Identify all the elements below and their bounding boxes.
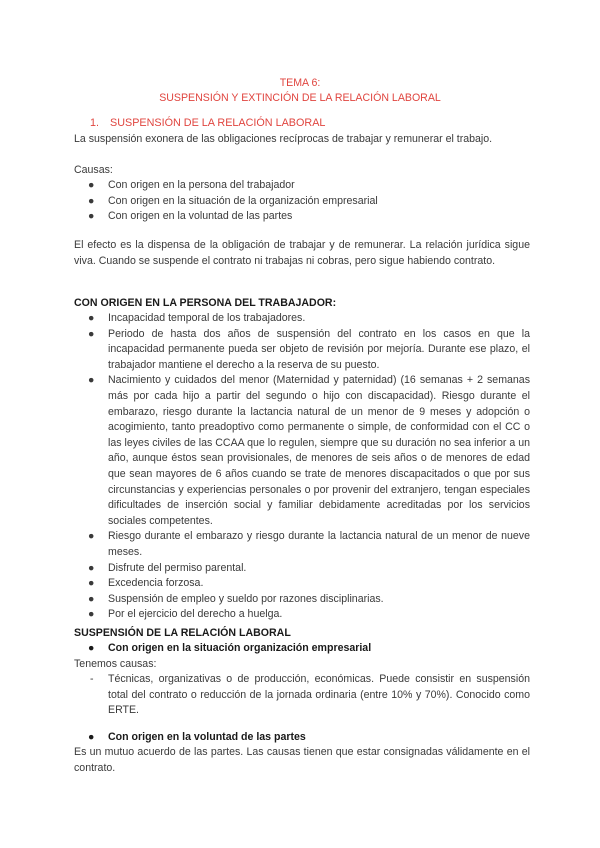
bullet-icon: ● (88, 731, 95, 743)
will-paragraph: Es un mutuo acuerdo de las partes. Las causas tienen que estar consignadas válidamente en el contrato. (74, 746, 530, 774)
bullet-icon: ● (88, 312, 95, 324)
effect-paragraph: El efecto es la dispensa de la obligación de trabajar y de remunerar. La relación jurídica sigue viva. Cuando se suspende el contrato ni trabajas ni cobras, pero sigue habiendo contrato. (74, 239, 530, 267)
bullet-icon: ● (88, 194, 95, 207)
bullet-icon: ● (88, 327, 95, 340)
section1-heading (90, 116, 325, 132)
org-causes-label: Tenemos causas: (74, 658, 157, 670)
bullet-icon: ● (88, 592, 95, 605)
doc-title-line1: TEMA 6: (279, 77, 321, 89)
list-item: ● Con origen en la situación de la organización empresarial (74, 194, 530, 210)
org-causes-list (74, 672, 530, 719)
list-item: ● Disfrute del permiso parental. (74, 561, 530, 577)
bullet-icon: ● (88, 374, 95, 387)
section1-intro: La suspensión exonera de las obligaciones recíprocas de trabajar y remunerar el trabajo. (74, 133, 493, 145)
causes-list (74, 178, 530, 225)
bullet-icon: ● (88, 642, 95, 654)
list-item: ● Suspensión de empleo y sueldo por razones disciplinarias. (74, 592, 530, 608)
org-subheading (74, 641, 371, 657)
section1-heading-text: SUSPENSIÓN DE LA RELACIÓN LABORAL (110, 117, 326, 129)
bullet-icon: ● (88, 577, 95, 590)
list-item: ● Periodo de hasta dos años de suspensión del contrato en los casos en que la incapacidad permanente pueda ser objeto de revisión por mejoría. Durante ese plazo, el trabajador mantiene el derecho a la reserva de su puesto. (88, 327, 530, 371)
list-item: ● Riesgo durante el embarazo y riesgo durante la lactancia natural de un menor de nueve meses. (88, 530, 530, 558)
will-subheading (74, 730, 306, 746)
bullet-icon: ● (88, 530, 95, 543)
list-item: - Técnicas, organizativas o de producción, económicas. Puede consistir en suspensión total del contrato o reducción de la jornada ordinaria (entre 10% y 70%). Conocido como ERTE. (90, 673, 530, 717)
bullet-icon: ● (88, 561, 95, 574)
list-item: ● Nacimiento y cuidados del menor (Maternidad y paternidad) (16 semanas + 2 semanas más por cada hijo a partir del segundo o hijo con discapacidad). Riesgo durante el embarazo, riesgo durante la lactancia natural de un menor de 9 meses y adopción o acogimiento, tanto preadoptivo como permanente o simple, de conformidad con el CC o las leyes civiles de las CCAA que lo regulen, siempre que su duración no sea inferior a un año, aunque éstos sean provisionales, de menores de seis años o de menores de edad que sean mayores de 6 años cuando se trate de menores discapacitados o que por sus circunstancias y experiencias personales o por provenir del extranjero, tengan especiales dificultades de inserción social y familiar debidamente acreditadas por los servicios sociales competentes. (88, 374, 530, 527)
doc-title-line2: SUSPENSIÓN Y EXTINCIÓN DE LA RELACIÓN LABORAL (159, 92, 441, 104)
list-item: ● Incapacidad temporal de los trabajadores. (74, 311, 530, 327)
dash-icon: - (90, 673, 94, 685)
bullet-icon: ● (88, 210, 95, 223)
will-subheading-text: Con origen en la voluntad de las partes (108, 731, 306, 743)
list-item: ● Con origen en la persona del trabajador (74, 178, 530, 194)
list-item: ● Con origen en la voluntad de las partes (74, 209, 530, 225)
section1-number: 1. (90, 117, 100, 129)
list-item: ● Excedencia forzosa. (74, 576, 530, 592)
worker-causes-list (74, 311, 530, 623)
worker-section-heading: CON ORIGEN EN LA PERSONA DEL TRABAJADOR: (74, 297, 337, 309)
org-subheading-text: Con origen en la situación organización empresarial (108, 642, 372, 654)
org-section-heading: SUSPENSIÓN DE LA RELACIÓN LABORAL (74, 627, 291, 639)
list-item: ● Por el ejercicio del derecho a huelga. (74, 607, 530, 623)
bullet-icon: ● (88, 608, 95, 621)
bullet-icon: ● (88, 179, 95, 191)
causes-label: Causas: (74, 164, 113, 176)
